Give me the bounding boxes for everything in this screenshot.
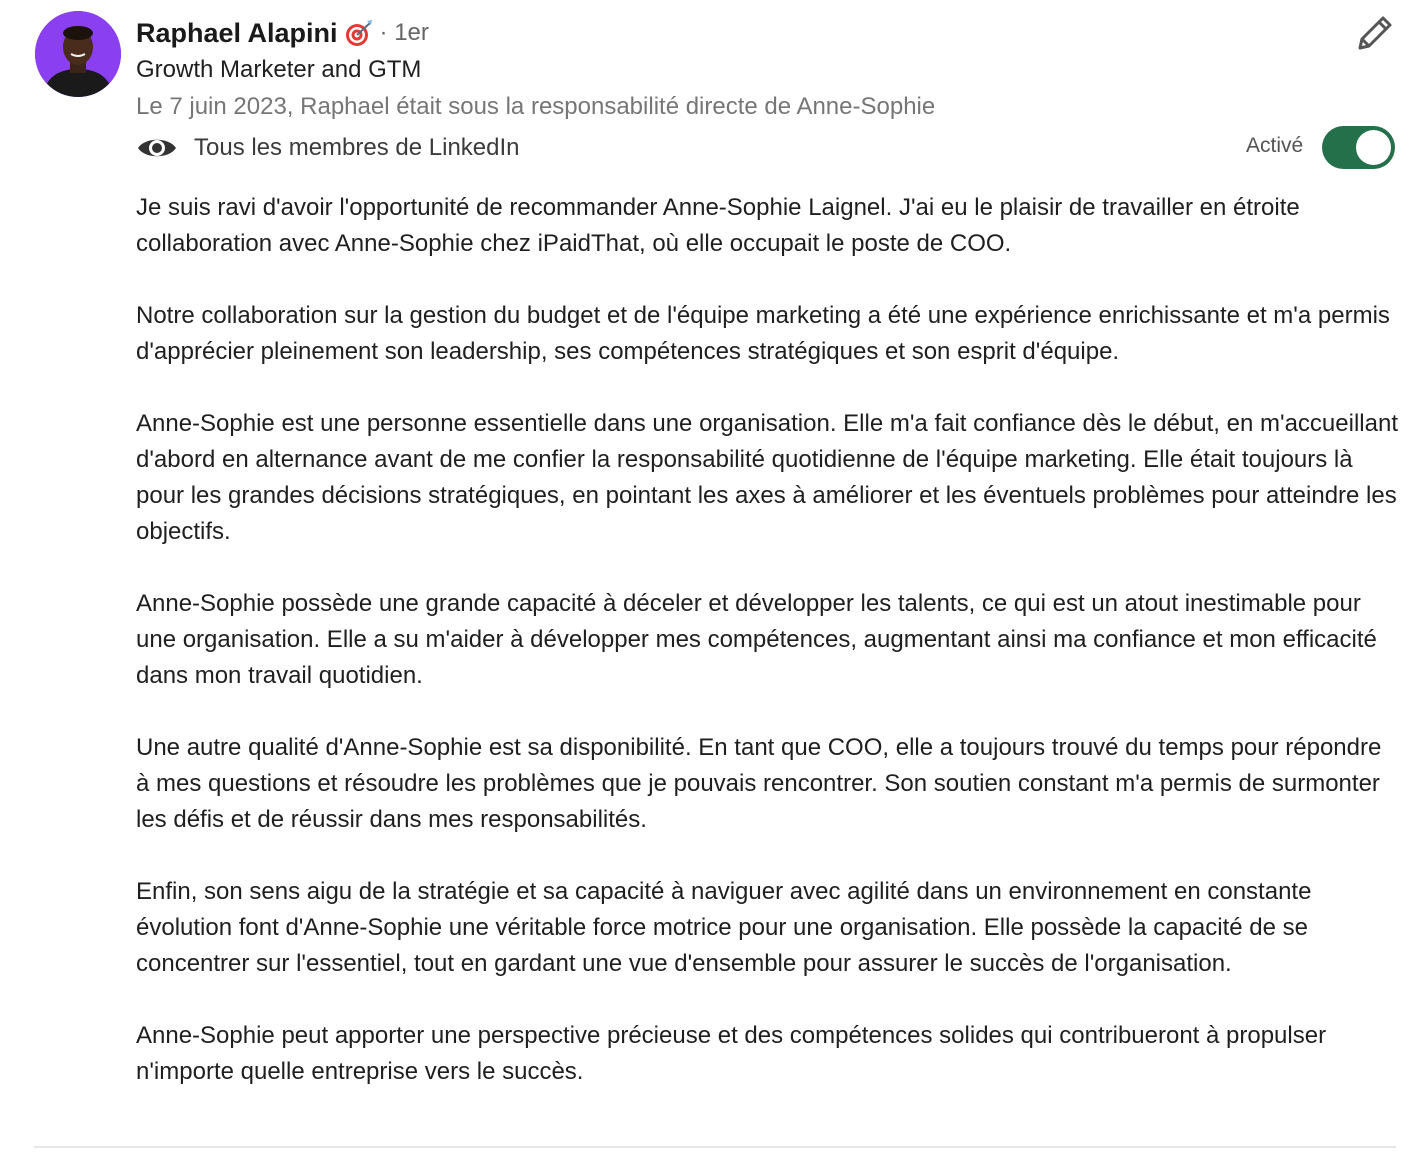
dart-target-icon [344,18,374,48]
active-toggle[interactable] [1322,126,1395,169]
recommendation-paragraph: Anne-Sophie possède une grande capacité à déceler et développer les talents, ce qui est un atout inestimable pour une organisation. Elle a su m'aider à développer mes compétences, augmentant ainsi ma confiance et mon efficacité dans mon travail quotidien. [136,590,1377,689]
recommendation-text [136,190,1398,1090]
name-row [136,14,429,52]
person-photo-icon [35,11,121,97]
recommendation-paragraph: Une autre qualité d'Anne-Sophie est sa disponibilité. En tant que COO, elle a toujours trouvé du temps pour répondre à mes questions et résoudre les problèmes que je pouvais rencontrer. Son soutien constant m'a permis de surmonter les défis et de réussir dans mes responsabilités. [136,734,1382,833]
toggle-label: Activé [1246,134,1304,157]
eye-icon[interactable] [136,134,178,162]
visibility-setting[interactable] [136,129,520,167]
recommendation-paragraph: Je suis ravi d'avoir l'opportunité de recommander Anne-Sophie Laignel. J'ai eu le plaisir de travailler en étroite collaboration avec Anne-Sophie chez iPaidThat, où elle occupait le poste de COO. [136,194,1300,257]
relationship-text: Le 7 juin 2023, Raphael était sous la responsabilité directe de Anne-Sophie [136,93,936,120]
recommender-name[interactable]: Raphael Alapini [136,17,338,48]
toggle-knob [1356,130,1391,165]
avatar[interactable] [35,11,121,97]
recommender-headline: Growth Marketer and GTM [136,56,422,83]
recommendation-paragraph: Anne-Sophie peut apporter une perspective précieuse et des compétences solides qui contribueront à propulser n'importe quelle entreprise vers le succès. [136,1022,1327,1085]
recommendation-paragraph: Notre collaboration sur la gestion du budget et de l'équipe marketing a été une expérience enrichissante et m'a permis d'apprécier pleinement son leadership, ses compétences stratégiques et son esprit d'équipe. [136,302,1390,365]
connection-degree: · 1er [379,19,429,46]
recommendation-paragraph: Anne-Sophie est une personne essentielle dans une organisation. Elle m'a fait confiance dès le début, en m'accueillant d'abord en alternance avant de me confier la responsabilité quotidienne de l'équipe marketing. Elle était toujours là pour les grandes décisions stratégiques, en pointant les axes à améliorer et les éventuels problèmes pour atteindre les objectifs. [136,410,1398,545]
recommendation-paragraph: Enfin, son sens aigu de la stratégie et sa capacité à naviguer avec agilité dans un environnement en constante évolution font d'Anne-Sophie une véritable force motrice pour une organisation. Elle possède la capacité de se concentrer sur l'essentiel, tout en gardant une vue d'ensemble pour assurer le succès de l'organisation. [136,878,1312,977]
divider [34,1146,1396,1148]
visibility-label[interactable]: Tous les membres de LinkedIn [194,134,520,161]
pencil-icon[interactable] [1354,12,1396,54]
